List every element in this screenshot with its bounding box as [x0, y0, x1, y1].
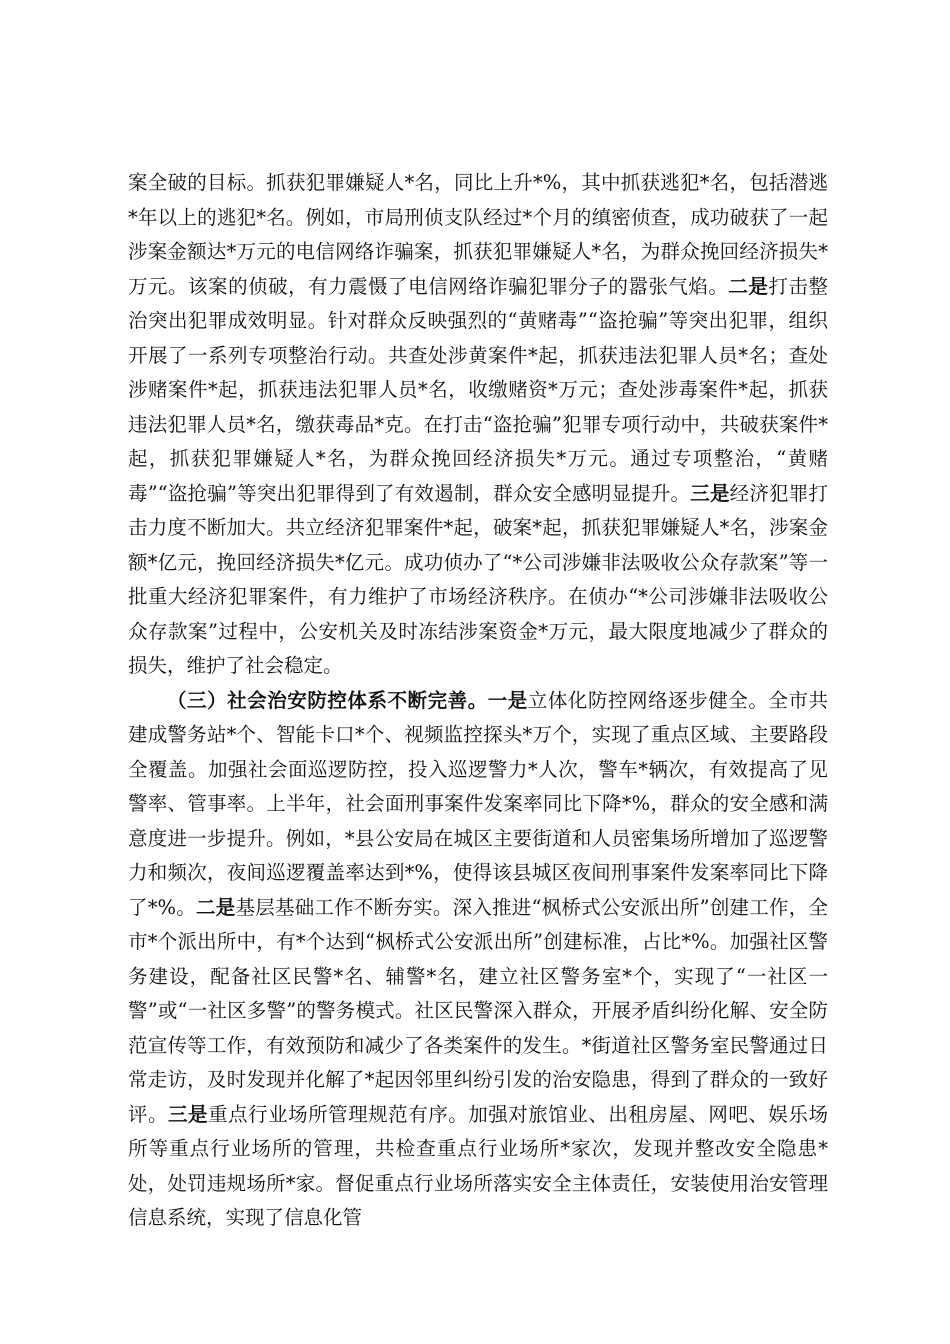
- bold-run: 三是: [690, 481, 730, 505]
- text-run: 重点行业场所管理规范有序。加强对旅馆业、出租房屋、网吧、娱乐场所等重点行业场所的管理，共检查重点行业场所*家次，发现并整改安全隐患*处，处罚违规场所*家。督促重点行业场所落实安全主体责任，安装使用治安管理信息系统，实现了信息化管: [128, 1102, 828, 1229]
- paragraph-1: [128, 166, 828, 684]
- section-heading-bold: （三）社会治安防控体系不断完善。一是: [167, 688, 528, 712]
- text-run: 立体化防控网络逐步健全。全市共建成警务站*个、智能卡口*个、视频监控探头*万个，实现了重点区域、主要路段全覆盖。加强社会面巡逻防控，投入巡逻警力*人次，警车*辆次，有效提高了见警率、管事率。上半年，社会面刑事案件发案率同比下降*%，群众的安全感和满意度进一步提升。例如，*县公安局在城区主要街道和人员密集场所增加了巡逻警力和频次，夜间巡逻覆盖率达到*%，使得该县城区夜间刑事案件发案率同比下降了*%。: [128, 688, 828, 919]
- text-run: 经济犯罪打击力度不断加大。共立经济犯罪案件*起，破案*起，抓获犯罪嫌疑人*名，涉案金额*亿元，挽回经济损失*亿元。成功侦办了“*公司涉嫌非法吸收公众存款案”等一批重大经济犯罪案件，有力维护了市场经济秩序。在侦办“*公司涉嫌非法吸收公众存款案”过程中，公安机关及时冻结涉案资金*万元，最大限度地减少了群众的损失，维护了社会稳定。: [128, 481, 828, 677]
- document-body: [128, 166, 828, 1236]
- text-run: 基层基础工作不断夯实。深入推进“枫桥式公安派出所”创建工作，全市*个派出所中，有*个达到“枫桥式公安派出所”创建标准，占比*%。加强社区警务建设，配备社区民警*名、辅警*名，建立社区警务室*个，实现了“一社区一警”或“一社区多警”的警务模式。社区民警深入群众，开展矛盾纠纷化解、安全防范宣传等工作，有效预防和减少了各类案件的发生。*街道社区警务室民警通过日常走访，及时发现并化解了*起因邻里纠纷引发的治安隐患，得到了群众的一致好评。: [128, 895, 828, 1126]
- bold-run: 二是: [196, 895, 236, 919]
- paragraph-2: [128, 684, 828, 1236]
- text-run: 打击整治突出犯罪成效明显。针对群众反映强烈的“黄赌毒”“盗抢骗”等突出犯罪，组织开展了一系列专项整治行动。共查处涉黄案件*起，抓获违法犯罪人员*名；查处涉赌案件*起，抓获违法犯罪人员*名，收缴赌资*万元；查处涉毒案件*起，抓获违法犯罪人员*名，缴获毒品*克。在打击“盗抢骗”犯罪专项行动中，共破获案件*起，抓获犯罪嫌疑人*名，为群众挽回经济损失*万元。通过专项整治，“黄赌毒”“盗抢骗”等突出犯罪得到了有效遏制，群众安全感明显提升。: [128, 274, 828, 505]
- bold-run: 三是: [168, 1102, 209, 1126]
- bold-run: 二是: [728, 274, 769, 298]
- text-run: 案全破的目标。抓获犯罪嫌疑人*名，同比上升*%，其中抓获逃犯*名，包括潜逃*年以上的逃犯*名。例如，市局刑侦支队经过*个月的缜密侦查，成功破获了一起涉案金额达*万元的电信网络诈骗案，抓获犯罪嫌疑人*名，为群众挽回经济损失*万元。该案的侦破，有力震慑了电信网络诈骗犯罪分子的嚣张气焰。: [128, 171, 828, 298]
